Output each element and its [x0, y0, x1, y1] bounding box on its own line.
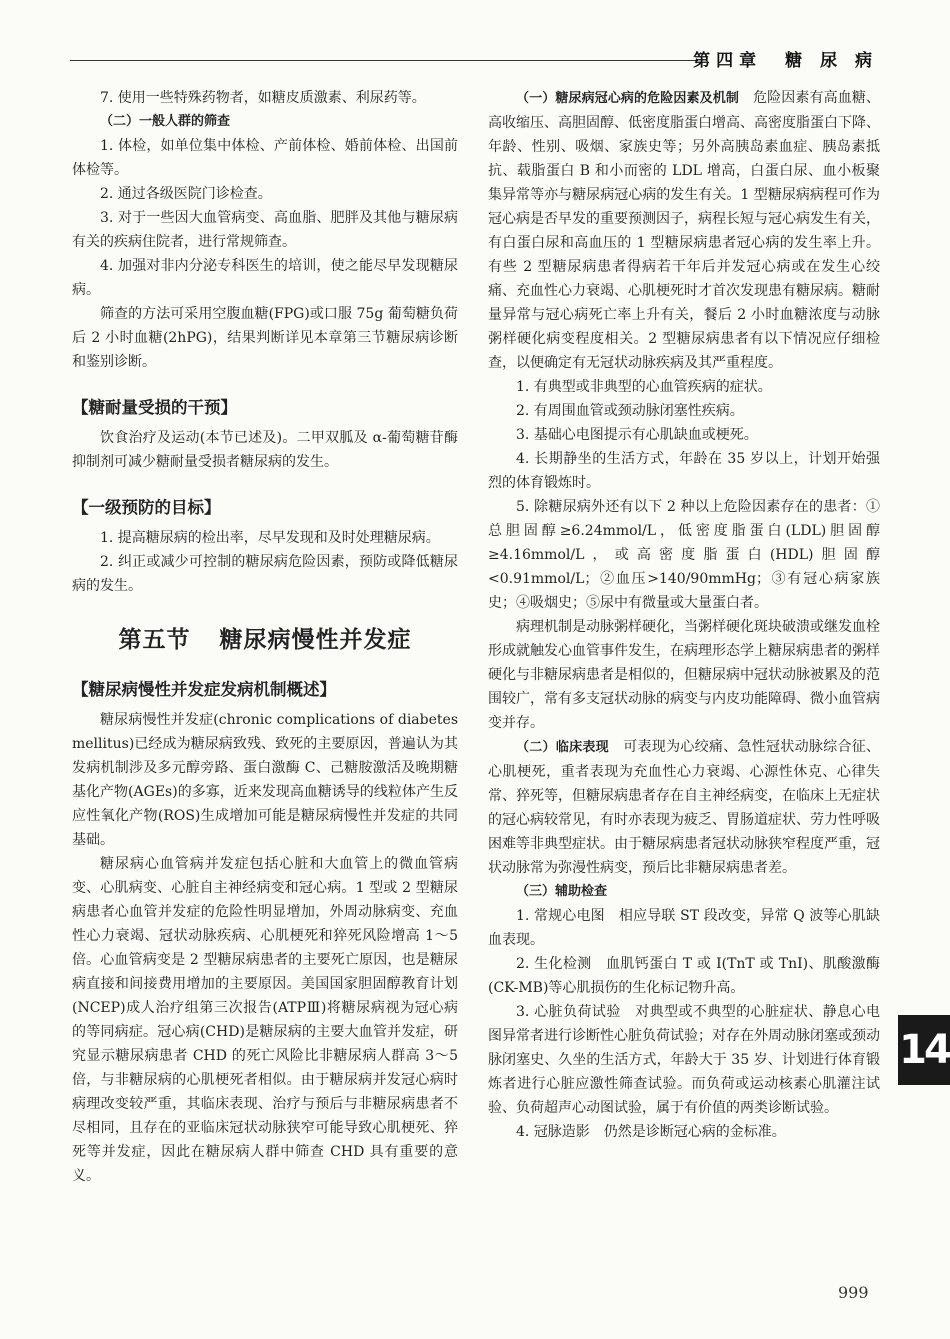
risk-item-7: 7. 使用一些特殊药物者，如糖皮质激素、利尿药等。	[100, 90, 426, 106]
running-header	[70, 46, 878, 74]
pathology-paragraph: 病理机制是动脉粥样硬化，当粥样硬化斑块破溃或继发血栓形成就触发心血管事件发生，在病理形态学上糖尿病患者的粥样硬化与非糖尿病患者是相似的，但糖尿病中冠状动脉被累及的范围较广，常有多支冠状动脉的病变与内皮功能障碍、微小血管病变并存。	[488, 619, 880, 731]
heading-igt-intervention: 【糖耐量受损的干预】	[72, 398, 237, 417]
screening-item-4: 4. 加强对非内分泌专科医生的培训，使之能尽早发现糖尿病。	[72, 258, 458, 298]
exam-4-heading: 4. 冠脉造影	[516, 1124, 590, 1140]
exam-3-heading: 3. 心脏负荷试验	[516, 1004, 621, 1020]
exam-item-3	[488, 1000, 880, 1120]
exam-item-2	[488, 952, 880, 1000]
heading-mechanism-overview: 【糖尿病慢性并发症发病机制概述】	[72, 680, 336, 699]
screening-item-1: 1. 体检，如单位集中体检、产前体检、婚前体检、出国前体检等。	[72, 138, 458, 178]
subsection-general-screening: （二）一般人群的筛查	[100, 114, 231, 129]
exam-item-1	[488, 904, 880, 952]
section-heading	[72, 628, 458, 652]
chapter-title: 第四章 糖 尿 病	[693, 51, 878, 71]
prevention-goal-2: 2. 纠正或减少可控制的糖尿病危险因素，预防或降低糖尿病的发生。	[72, 554, 458, 594]
page-number: 999	[838, 1283, 869, 1302]
mechanism-paragraph-1: 糖尿病慢性并发症(chronic complications of diabetes mellitus)已经成为糖尿病致残、致死的主要原因，普遍认为其发病机制涉及多元醇旁路、蛋白激酶 C、己糖胺激活及晚期糖基化产物(AGEs)的多寡，近来发现高血糖诱导的线粒体产生反应性氧化产物(ROS)生成增加可能是糖尿病慢性并发症的共同基础。	[72, 712, 458, 848]
check-condition-4: 4. 长期静坐的生活方式，年龄在 35 岁以上，计划开始强烈的体育锻炼时。	[488, 451, 880, 491]
check-condition-3: 3. 基础心电图提示有心肌缺血或梗死。	[516, 427, 758, 443]
screening-item-3: 3. 对于一些因大血管病变、高血脂、肥胖及其他与糖尿病有关的疾病住院者，进行常规筛查。	[72, 210, 458, 250]
section-title: 糖尿病慢性并发症	[219, 627, 412, 653]
exam-2-text: 血肌钙蛋白 T 或 I(TnT 或 TnI)、肌酸激酶(CK-MB)等心肌损伤的生化标记物升高。	[488, 956, 880, 996]
left-column	[72, 86, 458, 1188]
check-condition-1: 1. 有典型或非典型的心血管疾病的症状。	[516, 379, 772, 395]
chapter-tab: 14	[898, 1015, 950, 1085]
exam-4-text: 仍然是诊断冠心病的金标准。	[589, 1124, 786, 1140]
clinical-paragraph	[488, 735, 880, 880]
clinical-text: 可表现为心绞痛、急性冠状动脉综合征、心肌梗死，重者表现为充血性心力衰竭、心源性休克、心律失常、猝死等，但糖尿病患者存在自主神经病变，在临床上无症状的冠心病较常见，有时亦表现为疲乏、胃肠道症状、劳力性呼吸困难等非典型症状。由于糖尿病患者冠状动脉狭窄程度严重，冠状动脉常为弥漫性病变，预后比非糖尿病患者差。	[488, 739, 880, 876]
subsection-auxiliary-exams: （三）辅助检查	[516, 884, 608, 899]
screening-item-2: 2. 通过各级医院门诊检查。	[100, 186, 272, 202]
check-condition-5: 5. 除糖尿病外还有以下 2 种以上危险因素存在的患者：①总胆固醇≥6.24mmol/L，低密度脂蛋白(LDL)胆固醇≥4.16mmol/L，或高密度脂蛋白(HDL)胆固醇<0.91mmol/L；②血压>140/90mmHg；③有冠心病家族史；④吸烟史；⑤尿中有微量或大量蛋白者。	[488, 499, 880, 611]
section-number: 第五节	[118, 627, 191, 653]
exam-1-text: 相应导联 ST 段改变，异常 Q 波等心肌缺血表现。	[488, 908, 880, 948]
risk-factors-heading: （一）糖尿病冠心病的危险因素及机制	[516, 91, 739, 106]
screening-method: 筛查的方法可采用空腹血糖(FPG)或口服 75g 葡萄糖负荷后 2 小时血糖(2hPG)，结果判断详见本章第三节糖尿病诊断和鉴别诊断。	[72, 306, 458, 370]
exam-2-heading: 2. 生化检测	[516, 956, 592, 972]
exam-1-heading: 1. 常规心电图	[516, 908, 605, 924]
exam-3-text: 对典型或不典型的心脏症状、静息心电图异常者进行诊断性心脏负荷试验；对存在外周动脉闭塞或颈动脉闭塞史、久坐的生活方式，年龄大于 35 岁、计划进行体育锻炼者进行心脏应激性筛查试验。而负荷或运动核素心肌灌注试验、负荷超声心动图试验，属于有价值的两类诊断试验。	[488, 1004, 880, 1116]
clinical-heading: （二）临床表现	[516, 740, 609, 755]
right-column	[488, 86, 880, 1144]
risk-factors-paragraph	[488, 86, 880, 375]
check-condition-2: 2. 有周围血管或颈动脉闭塞性疾病。	[516, 403, 744, 419]
heading-primary-prevention: 【一级预防的目标】	[72, 498, 221, 517]
header-rule	[70, 60, 698, 61]
igt-text: 饮食治疗及运动(本节已述及)。二甲双胍及 α-葡萄糖苷酶抑制剂可减少糖耐量受损者糖尿病的发生。	[72, 430, 458, 470]
exam-item-4	[488, 1120, 880, 1144]
risk-factors-text: 危险因素有高血糖、高收缩压、高胆固醇、低密度脂蛋白增高、高密度脂蛋白下降、年龄、性别、吸烟、家族史等；另外高胰岛素血症、胰岛素抵抗、载脂蛋白 B 和小而密的 LDL 增高，白蛋白尿、血小板聚集异常等亦与糖尿病冠心病的发生有关。1 型糖尿病病程可作为冠心病是否早发的重要预测因子，病程长短与冠心病发生有关，有白蛋白尿和高血压的 1 型糖尿病患者冠心病的发生率上升。有些 2 型糖尿病患者得病若干年后并发冠心病或在发生心绞痛、充血性心力衰竭、心肌梗死时才首次发现患有糖尿病。糖耐量异常与冠心病死亡率上升有关，餐后 2 小时血糖浓度与动脉粥样硬化病变程度相关。2 型糖尿病患者有以下情况应仔细检查，以便确定有无冠状动脉疾病及其严重程度。	[488, 90, 880, 371]
mechanism-paragraph-2: 糖尿病心血管病并发症包括心脏和大血管上的微血管病变、心肌病变、心脏自主神经病变和冠心病。1 型或 2 型糖尿病患者心血管并发症的危险性明显增加，外周动脉病变、充血性心力衰竭、冠状动脉疾病、心肌梗死和猝死风险增高 1～5 倍。心血管病变是 2 型糖尿病患者的主要死亡原因，也是糖尿病直接和间接费用增加的主要原因。美国国家胆固醇教育计划(NCEP)成人治疗组第三次报告(ATPⅢ)将糖尿病视为冠心病的等同病症。冠心病(CHD)是糖尿病的主要大血管并发症，研究显示糖尿病患者 CHD 的死亡风险比非糖尿病人群高 3～5 倍，与非糖尿病的心肌梗死者相似。由于糖尿病并发冠心病时病理改变较严重，其临床表现、治疗与预后与非糖尿病患者不尽相同，且存在的亚临床冠状动脉狭窄可能导致心肌梗死、猝死等并发症，因此在糖尿病人群中筛查 CHD 具有重要的意义。	[72, 856, 458, 1184]
prevention-goal-1: 1. 提高糖尿病的检出率，尽早发现和及时处理糖尿病。	[100, 530, 440, 546]
